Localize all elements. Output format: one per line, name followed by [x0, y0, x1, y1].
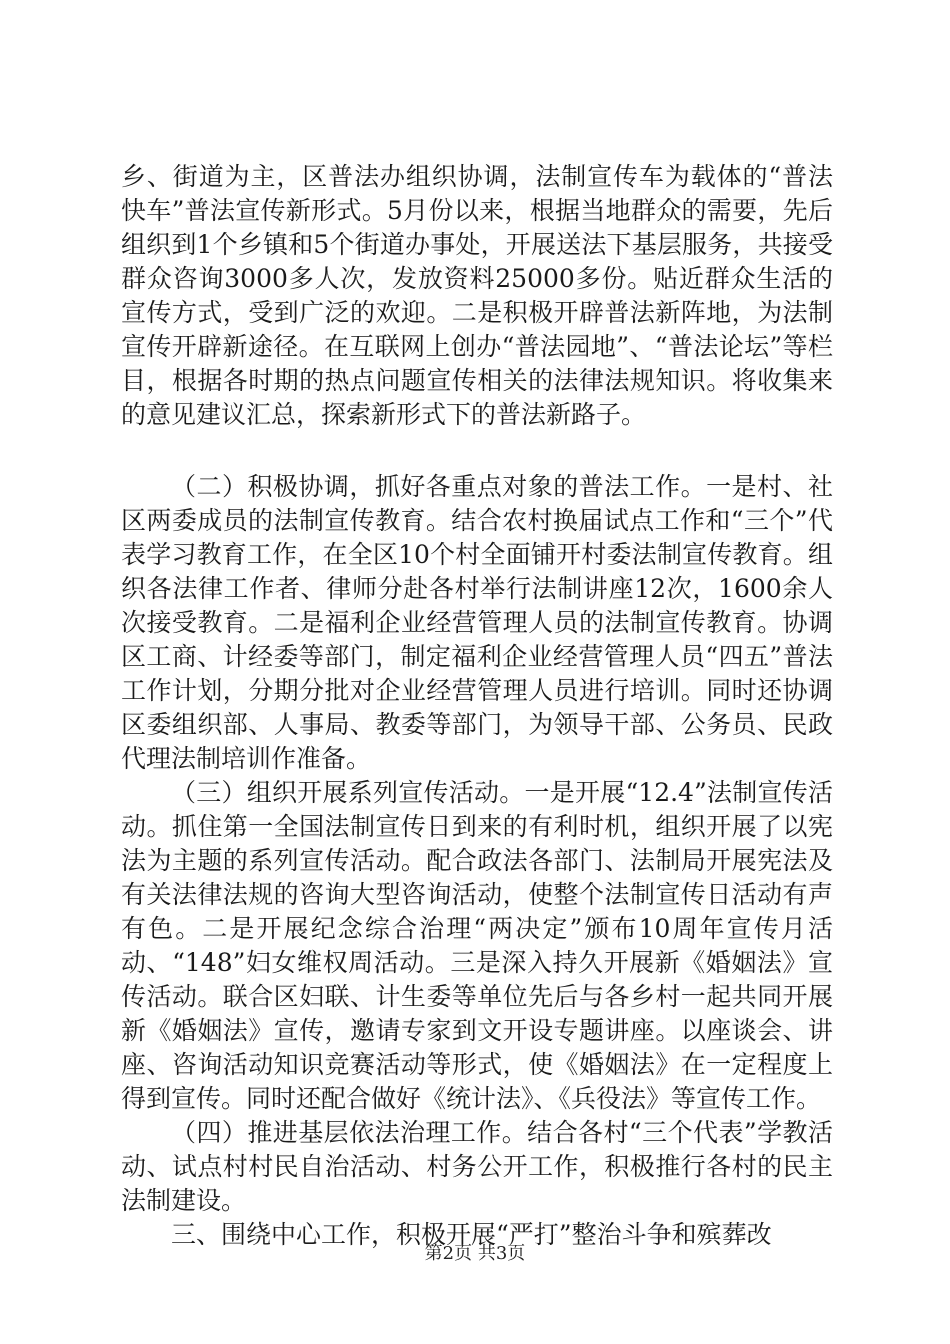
paragraph-continued: 乡、街道为主，区普法办组织协调，法制宣传车为载体的“普法快车”普法宣传新形式。5月份以来，根据当地群众的需要，先后组织到1个乡镇和5个街道办事处，开展送法下基层服务，共接受群众咨询3000多人次，发放资料25000多份。贴近群众生活的宣传方式，受到广泛的欢迎。二是积极开辟普法新阵地，为法制宣传开辟新途径。在互联网上创办“普法园地”、“普法论坛”等栏目，根据各时期的热点问题宣传相关的法律法规知识。将收集来的意见建议汇总，探索新形式下的普法新路子。 [121, 162, 833, 429]
paragraph-heading-3: 三、围绕中心工作，积极开展“严打”整治斗争和殡葬改 [171, 1220, 772, 1249]
paragraph-section-4: （四）推进基层依法治理工作。结合各村“三个代表”学教活动、试点村村民自治活动、村务公开工作，积极推行各村的民主法制建设。 [121, 1118, 833, 1215]
paragraph-section-3: （三）组织开展系列宣传活动。一是开展“12.4”法制宣传活动。抓住第一全国法制宣传日到来的有利时机，组织开展了以宪法为主题的系列宣传活动。配合政法各部门、法制局开展宪法及有关法律法规的咨询大型咨询活动，使整个法制宣传日活动有声有色。二是开展纪念综合治理“两决定”颁布10周年宣传月活动、“148”妇女维权周活动。三是深入持久开展新《婚姻法》宣传活动。联合区妇联、计生委等单位先后与各乡村一起共同开展新《婚姻法》宣传，邀请专家到文开设专题讲座。以座谈会、讲座、咨询活动知识竞赛活动等形式，使《婚姻法》在一定程度上得到宣传。同时还配合做好《统计法》、《兵役法》等宣传工作。 [121, 778, 833, 1113]
document-body [121, 160, 833, 1252]
paragraph-spacer [121, 432, 833, 470]
page-footer: 第2页 共3页 [424, 1243, 526, 1264]
paragraph-section-2: （二）积极协调，抓好各重点对象的普法工作。一是村、社区两委成员的法制宣传教育。结合农村换届试点工作和“三个”代表学习教育工作，在全区10个村全面铺开村委法制宣传教育。组织各法律工作者、律师分赴各村举行法制讲座12次，1600余人次接受教育。二是福利企业经营管理人员的法制宣传教育。协调区工商、计经委等部门，制定福利企业经营管理人员“四五”普法工作计划，分期分批对企业经营管理人员进行培训。同时还协调区委组织部、人事局、教委等部门，为领导干部、公务员、民政代理法制培训作准备。 [121, 472, 833, 773]
